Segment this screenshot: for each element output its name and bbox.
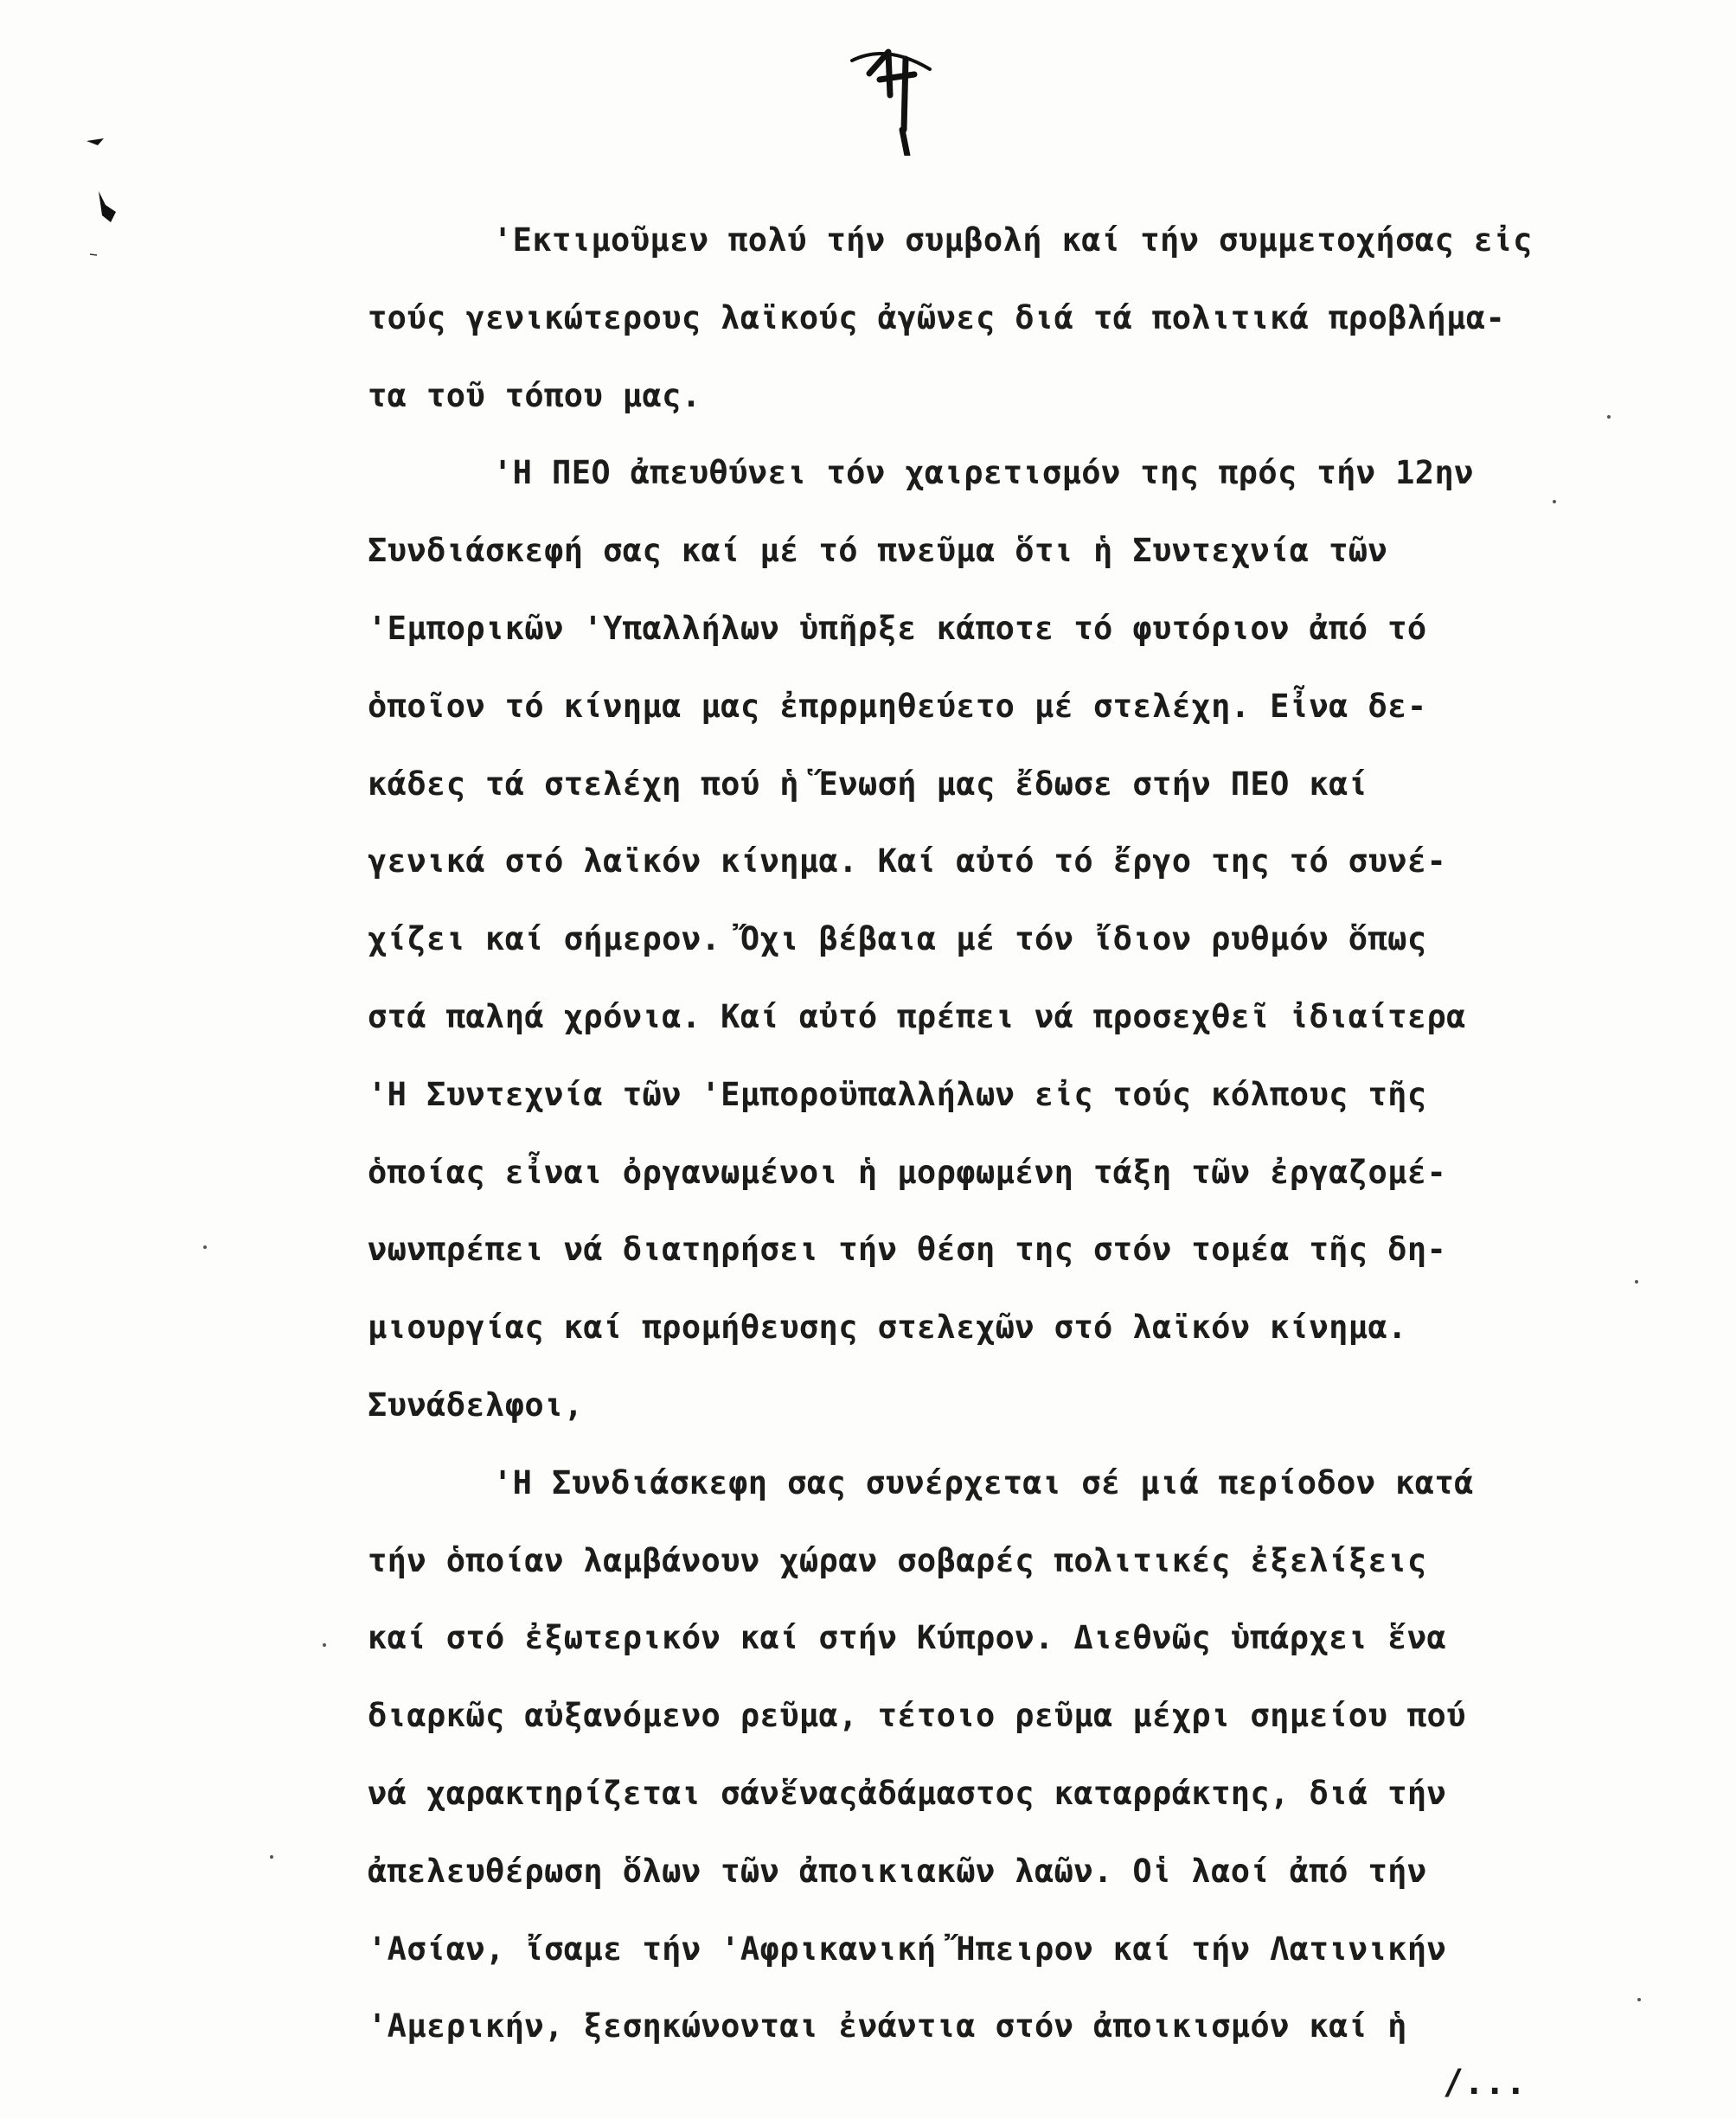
text-line: διαρκῶς αὐξανόμενο ρεῦμα, τέτοιο ρεῦμα μέχρι σημείου πού — [368, 1697, 1466, 1735]
text-line: Συνάδελφοι, — [368, 1386, 584, 1424]
paper-speck — [323, 1643, 326, 1647]
text-line: 'Εκτιμοῦμεν πολύ τήν συμβολή καί τήν συμμετοχήσας εἰς — [493, 221, 1533, 259]
margin-ink-mark — [93, 177, 128, 212]
continuation-mark: /... — [1443, 2063, 1527, 2103]
margin-ink-mark — [80, 251, 114, 285]
text-line: καί στό ἐξωτερικόν καί στήν Κύπρον. Διεθνῶς ὑπάρχει ἕνα — [368, 1619, 1447, 1657]
text-line: νά χαρακτηρίζεται σάνἕναςἀδάμαστος καταρράκτης, διά τήν — [368, 1774, 1447, 1812]
typed-body — [368, 202, 1682, 2065]
text-line: κάδες τά στελέχη πού ἡ Ἕνωσή μας ἔδωσε στήν ΠΕΟ καί — [368, 765, 1368, 803]
paper-speck — [203, 1245, 207, 1249]
text-line: 'Η Συντεχνία τῶν 'Εμποροϋπαλλήλων εἰς τούς κόλπους τῆς — [368, 1075, 1427, 1113]
page-number-glyph — [835, 26, 947, 156]
text-line: τούς γενικώτερους λαϊκούς ἀγῶνες διά τά πολιτικά προβλήμα- — [368, 298, 1506, 336]
text-line: ὁποίας εἶναι ὀργανωμένοι ἡ μορφωμένη τάξη τῶν ἐργαζομέ- — [368, 1153, 1447, 1191]
paper-speck — [270, 1855, 273, 1859]
text-line: τα τοῦ τόπου μας. — [368, 376, 701, 414]
handwritten-page-number — [835, 26, 947, 156]
text-line: γενικά στό λαϊκόν κίνημα. Καί αὐτό τό ἔργο της τό συνέ- — [368, 842, 1447, 880]
text-line: 'Αμερικήν, ξεσηκώνονται ἐνάντια στόν ἀποικισμόν καί ἡ — [368, 2007, 1407, 2045]
text-line: στά παληά χρόνια. Καί αὐτό πρέπει νά προσεχθεῖ ἰδιαίτερα — [368, 997, 1466, 1035]
text-line: Συνδιάσκεφή σας καί μέ τό πνεῦμα ὅτι ἡ Συντεχνία τῶν — [368, 532, 1388, 570]
text-line: ἀπελευθέρωση ὅλων τῶν ἀποικιακῶν λαῶν. Οἱ λαοί ἀπό τήν — [368, 1852, 1427, 1890]
text-line: ὁποῖον τό κίνημα μας ἐπρρμηθεύετο μέ στελέχη. Εἶνα δε- — [368, 687, 1427, 725]
text-line: χίζει καί σήμερον. Ὄχι βέβαια μέ τόν ἴδιον ρυθμόν ὅπως — [368, 920, 1427, 958]
text-line: 'Εμπορικῶν 'Υπαλλήλων ὑπῆρξε κάποτε τό φυτόριον ἀπό τό — [368, 609, 1427, 647]
text-line: νωνπρέπει νά διατηρήσει τήν θέση της στόν τομέα τῆς δη- — [368, 1231, 1447, 1269]
text-line: 'Η ΠΕΟ ἀπευθύνει τόν χαιρετισμόν της πρός τήν 12ην — [493, 454, 1474, 492]
margin-ink-mark — [82, 128, 117, 163]
text-line: τήν ὁποίαν λαμβάνουν χώραν σοβαρές πολιτικές ἐξελίξεις — [368, 1541, 1427, 1579]
text-line: μιουργίας καί προμήθευσης στελεχῶν στό λαϊκόν κίνημα. — [368, 1309, 1407, 1347]
text-line: 'Η Συνδιάσκεφη σας συνέρχεται σέ μιά περίοδον κατά — [493, 1463, 1474, 1501]
text-line: 'Ασίαν, ἴσαμε τήν 'Αφρικανική Ἤπειρον καί τήν Λατινικήν — [368, 1930, 1447, 1968]
